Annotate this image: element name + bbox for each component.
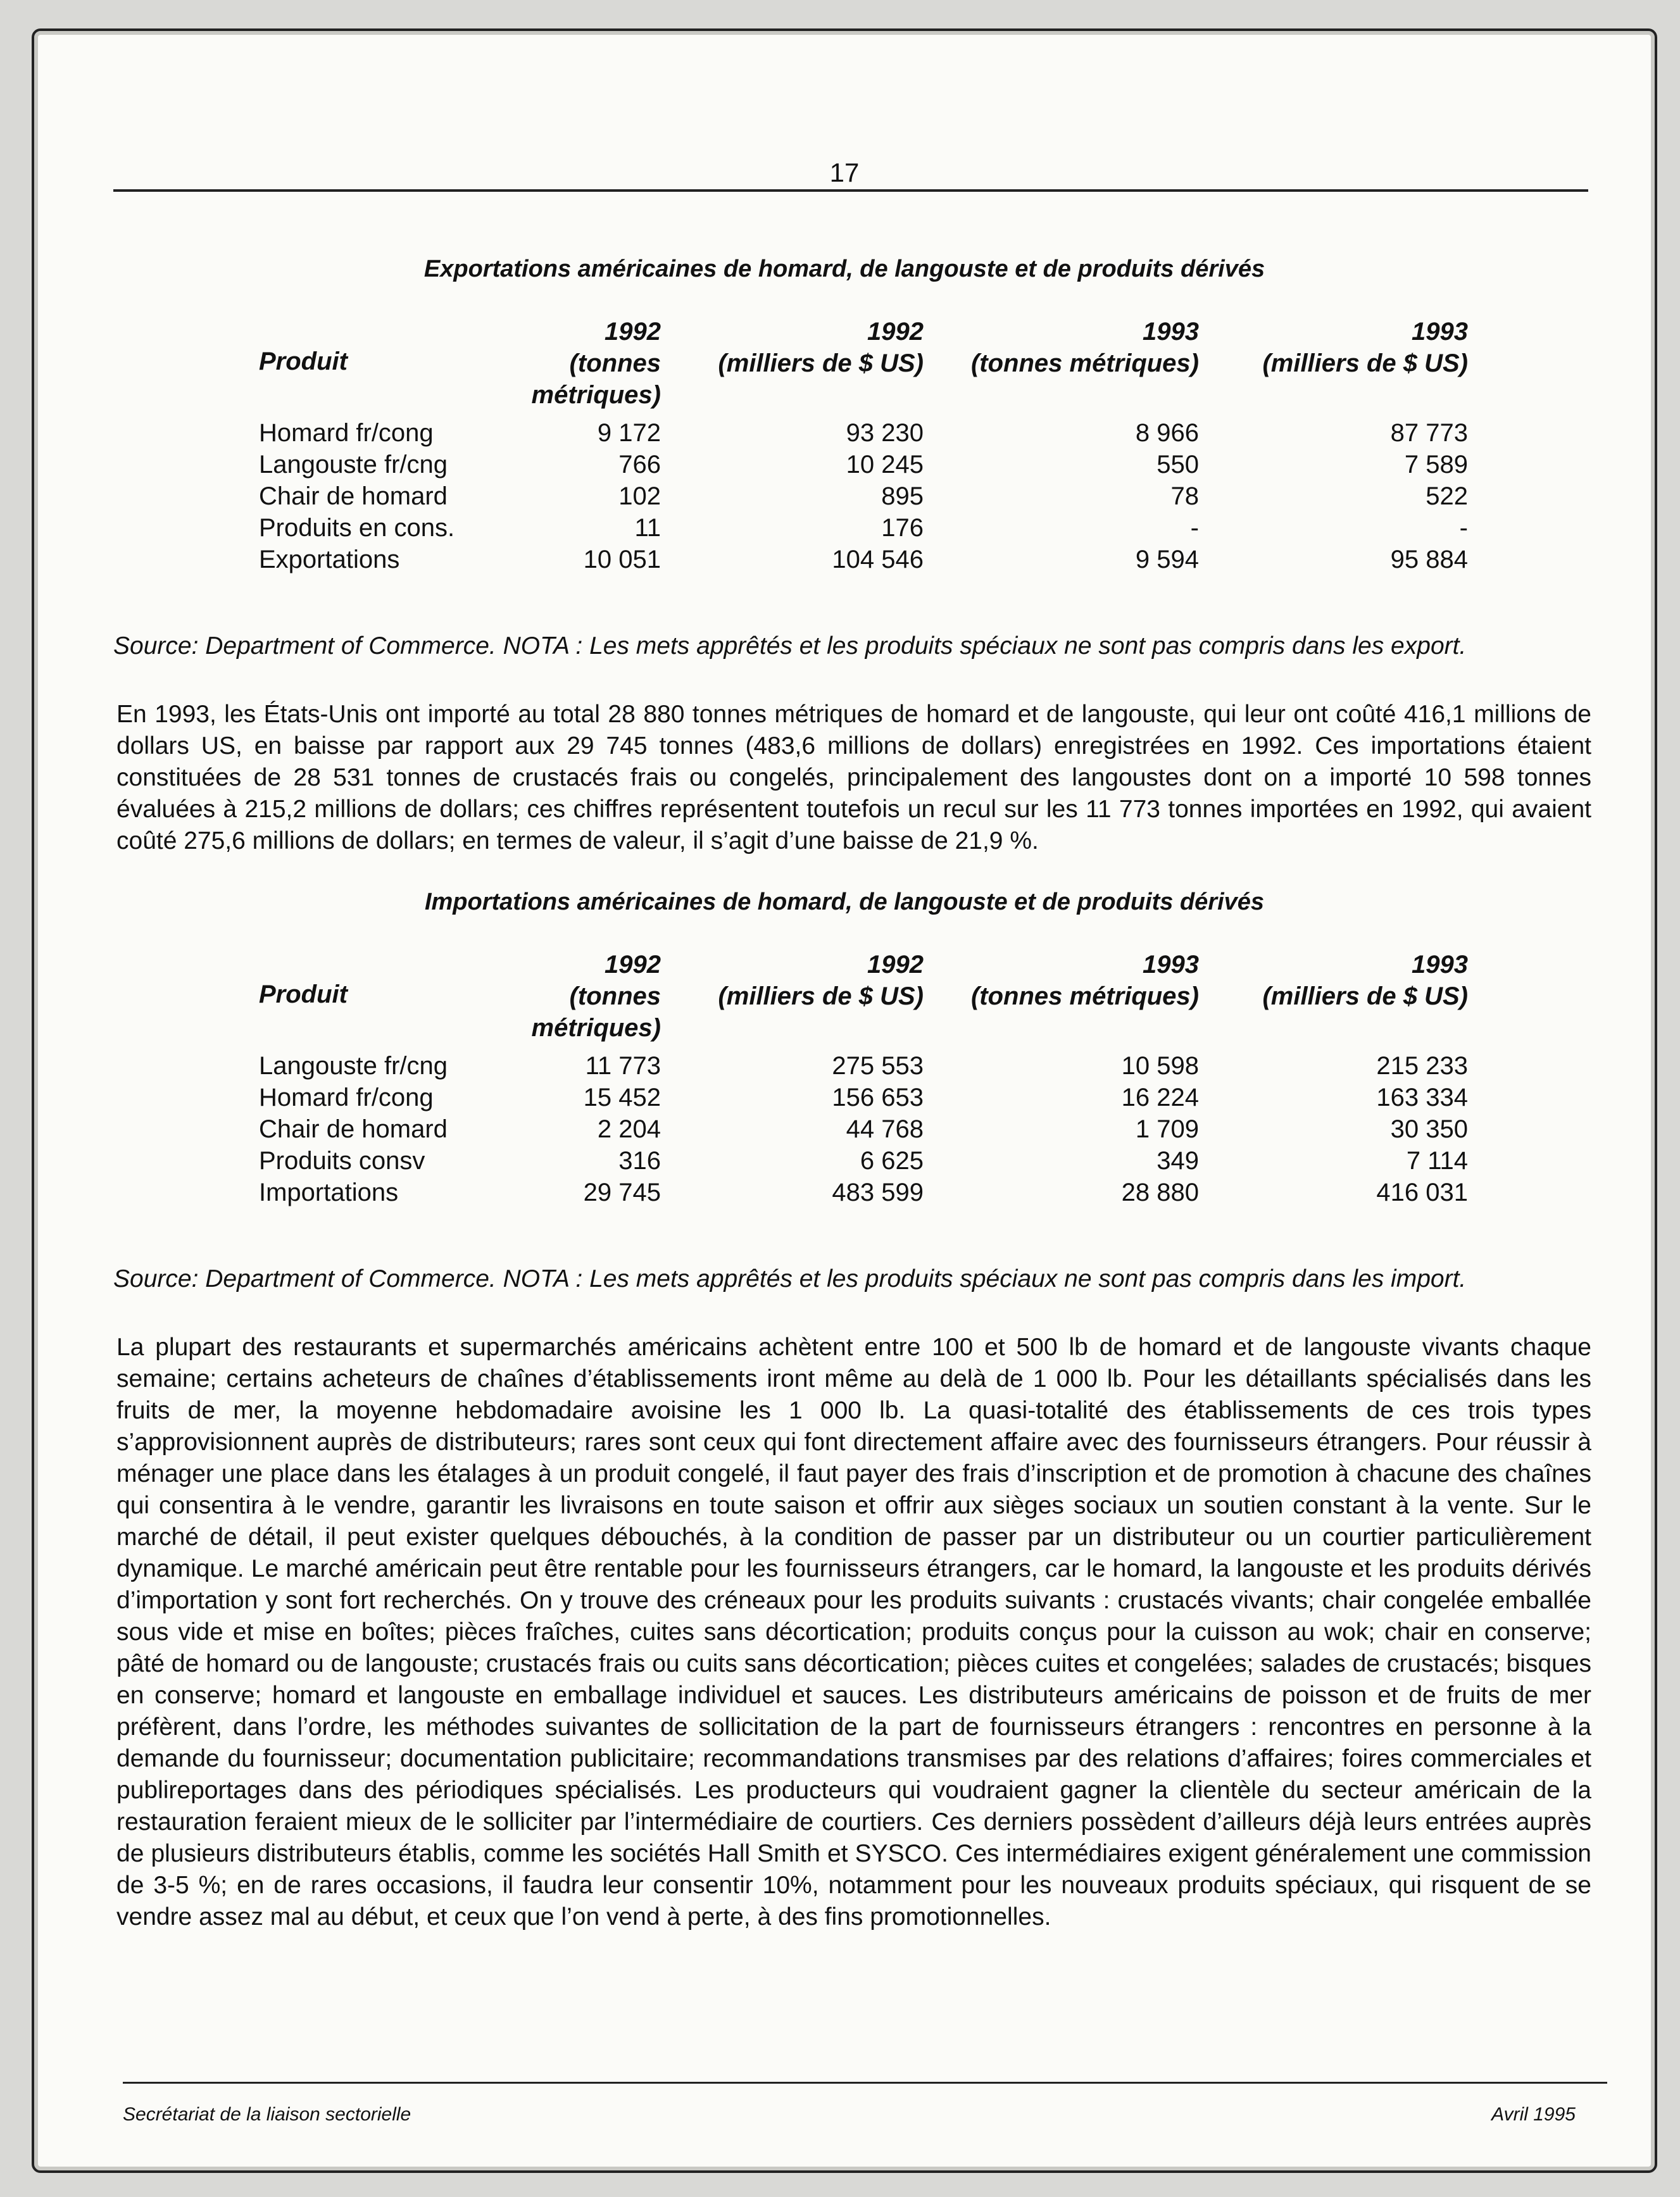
export-table-header <box>234 316 1563 417</box>
header-product: Produit <box>259 980 348 1008</box>
header-col4-year: 1993 <box>1412 318 1468 346</box>
table-row <box>234 1113 1563 1145</box>
header-rule <box>113 189 1588 192</box>
row-value: 9 594 <box>1135 546 1199 573</box>
header-col4 <box>1262 949 1468 1012</box>
row-value: 7 114 <box>1406 1147 1468 1175</box>
row-value: 15 452 <box>583 1084 661 1111</box>
row-value: 102 <box>618 482 661 510</box>
header-col2-unit: (milliers de $ US) <box>718 349 924 377</box>
header-col3 <box>971 316 1199 379</box>
row-product: Homard fr/cong <box>259 1084 434 1111</box>
document-page <box>32 28 1657 2173</box>
table-row <box>234 512 1563 544</box>
import-table-title: Importations américaines de homard, de langouste et de produits dérivés <box>424 889 1265 915</box>
export-source-note: Source: Department of Commerce. NOTA : Les mets apprêtés et les produits spéciaux ne sont pas compris dans les export. <box>113 632 1467 660</box>
footer-rule <box>123 2082 1607 2084</box>
header-col1-unit-2: métriques) <box>531 1014 661 1042</box>
header-col3-year: 1993 <box>1143 318 1199 346</box>
header-col2-year: 1992 <box>867 951 924 979</box>
row-value: 2 204 <box>597 1115 661 1143</box>
row-value: 11 773 <box>585 1052 661 1080</box>
export-table-title: Exportations américaines de homard, de langouste et de produits dérivés <box>423 256 1265 282</box>
row-value: 522 <box>1426 482 1468 510</box>
row-value: - <box>1459 514 1468 542</box>
header-col3-year: 1993 <box>1143 951 1199 979</box>
row-value: 30 350 <box>1390 1115 1468 1143</box>
row-value: 316 <box>618 1147 661 1175</box>
row-value: - <box>1190 514 1199 542</box>
header-col4-unit: (milliers de $ US) <box>1262 982 1468 1010</box>
header-col3 <box>971 949 1199 1012</box>
table-row <box>234 449 1563 480</box>
header-col4 <box>1262 316 1468 379</box>
row-value: 95 884 <box>1390 546 1468 573</box>
header-col1-year: 1992 <box>605 318 661 346</box>
header-col1-unit: (tonnes <box>569 982 661 1010</box>
row-value: 104 546 <box>832 546 924 573</box>
table-row <box>234 1050 1563 1082</box>
row-product: Chair de homard <box>259 482 448 510</box>
header-col3-unit: (tonnes métriques) <box>970 349 1199 377</box>
header-col1-unit-2: métriques) <box>531 381 661 409</box>
header-col4-year: 1993 <box>1412 951 1468 979</box>
row-product: Chair de homard <box>259 1115 448 1143</box>
row-value: 1 709 <box>1135 1115 1199 1143</box>
footer-date: Avril 1995 <box>1491 2104 1576 2125</box>
row-value: 87 773 <box>1390 419 1468 447</box>
row-value: 10 051 <box>583 546 661 573</box>
header-product: Produit <box>259 347 348 375</box>
export-table <box>234 316 1563 575</box>
row-product: Homard fr/cong <box>259 419 434 447</box>
header-col3-unit: (tonnes métriques) <box>970 982 1199 1010</box>
row-value: 44 768 <box>846 1115 924 1143</box>
row-value: 349 <box>1157 1147 1199 1175</box>
row-value: 78 <box>1170 482 1199 510</box>
header-col1-year: 1992 <box>605 951 661 979</box>
header-col4-unit: (milliers de $ US) <box>1262 349 1468 377</box>
paragraph-imports: En 1993, les États-Unis ont importé au total 28 880 tonnes métriques de homard et de langouste, qui leur ont coûté 416,1 millions de dollars US, en baisse par rapport aux 29 745 tonnes (483,6 millions de dollars) enregistrées en 1992. Ces importations étaient constituées de 28 531 tonnes de crustacés frais ou congelés, principalement des langoustes dont on a importé 10 598 tonnes évaluées à 215,2 millions de dollars; ces chiffres représentent toutefois un recul sur les 11 773 tonnes importées en 1992, qui avaient coûté 275,6 millions de dollars; en termes de valeur, il s’agit d’une baisse de 21,9 %. <box>116 701 1591 854</box>
row-product: Langouste fr/cng <box>259 451 448 479</box>
row-value: 766 <box>618 451 661 479</box>
row-value: 483 599 <box>832 1179 924 1206</box>
row-value: 215 233 <box>1376 1052 1468 1080</box>
import-table-header <box>234 949 1563 1050</box>
table-row <box>234 480 1563 512</box>
header-col1 <box>532 316 661 411</box>
row-value: 11 <box>634 514 661 542</box>
row-value: 93 230 <box>846 419 924 447</box>
row-value: 7 589 <box>1404 451 1468 479</box>
row-value: 275 553 <box>832 1052 924 1080</box>
paragraph-market: La plupart des restaurants et supermarchés américains achètent entre 100 et 500 lb de homard et de langouste vivants chaque semaine; certains acheteurs de chaînes d’établissements iront même au delà de 1 000 lb. Pour les détaillants spécialisés dans les fruits de mer, la moyenne hebdomadaire avoisine les 1 000 lb. La quasi-totalité des établissements de ces trois types s’approvisionnent auprès de distributeurs; rares sont ceux qui font directement affaire avec des fournisseurs étrangers. Pour réussir à ménager une place dans les étalages à un produit congelé, il faut payer des frais d’inscription et de promotion à chacune des chaînes qui consentira à le vendre, garantir les livraisons en toute saison et offrir aux sièges sociaux un soutien constant à la vente. Sur le marché de détail, il peut exister quelques débouchés, à la condition de passer par un distributeur ou un courtier particulièrement dynamique. Le marché américain peut être rentable pour les fournisseurs étrangers, car le homard, la langouste et les produits dérivés d’importation y sont fort recherchés. On y trouve des créneaux pour les produits suivants : crustacés vivants; chair congelée emballée sous vide et mise en boîtes; pièces fraîches, cuites sans décortication; produits conçus pour la cuisson au wok; chair en conserve; pâté de homard ou de langouste; crustacés frais ou cuits sans décortication; pièces cuites et congelées; salades de crustacés; bisques en conserve; homard et langouste en emballage individuel et sauces. Les distributeurs américains de poisson et de fruits de mer préfèrent, dans l’ordre, les méthodes suivantes de sollicitation de la part de fournisseurs étrangers : rencontres en personne à la demande du fournisseur; documentation publicitaire; recommandations transmises par des relations d’affaires; foires commerciales et publireportages dans des périodiques spécialisés. Les producteurs qui voudraient gagner la clientèle du secteur américain de la restauration feraient mieux de le solliciter par l’intermédiaire de courtiers. Ces derniers possèdent d’ailleurs déjà leurs entrées auprès de plusieurs distributeurs établis, comme les sociétés Hall Smith et SYSCO. Ces intermédiaires exigent généralement une commission de 3-5 %; en de rares occasions, il faudra leur consentir 10%, notamment pour les nouveaux produits spéciaux, qui risquent de se vendre assez mal au début, et ceux que l’on vend à perte, à des fins promotionnelles. <box>116 1334 1591 1931</box>
row-value: 9 172 <box>597 419 661 447</box>
table-row <box>234 1145 1563 1177</box>
row-product: Produits en cons. <box>259 514 455 542</box>
row-product: Exportations <box>259 546 400 573</box>
row-value: 10 598 <box>1121 1052 1199 1080</box>
table-row <box>234 417 1563 449</box>
row-value: 163 334 <box>1376 1084 1468 1111</box>
table-row <box>234 1177 1563 1208</box>
header-col2 <box>718 316 924 379</box>
row-value: 156 653 <box>832 1084 924 1111</box>
row-value: 416 031 <box>1376 1179 1468 1206</box>
import-table <box>234 949 1563 1208</box>
row-value: 550 <box>1157 451 1199 479</box>
header-col1-unit: (tonnes <box>569 349 661 377</box>
row-value: 8 966 <box>1135 419 1199 447</box>
row-product: Produits consv <box>259 1147 425 1175</box>
header-col2-unit: (milliers de $ US) <box>718 982 924 1010</box>
header-col1 <box>532 949 661 1044</box>
row-value: 28 880 <box>1121 1179 1199 1206</box>
footer-organization: Secrétariat de la liaison sectorielle <box>123 2104 411 2125</box>
row-product: Importations <box>259 1179 399 1206</box>
row-product: Langouste fr/cng <box>259 1052 448 1080</box>
row-value: 16 224 <box>1121 1084 1199 1111</box>
header-col2 <box>718 949 924 1012</box>
row-value: 895 <box>881 482 924 510</box>
page-number: 17 <box>829 158 860 187</box>
table-row <box>234 1082 1563 1113</box>
row-value: 10 245 <box>846 451 924 479</box>
import-source-note: Source: Department of Commerce. NOTA : Les mets apprêtés et les produits spéciaux ne sont pas compris dans les import. <box>113 1265 1467 1293</box>
row-value: 6 625 <box>860 1147 924 1175</box>
table-row <box>234 544 1563 575</box>
header-col2-year: 1992 <box>867 318 924 346</box>
row-value: 29 745 <box>583 1179 661 1206</box>
row-value: 176 <box>881 514 924 542</box>
